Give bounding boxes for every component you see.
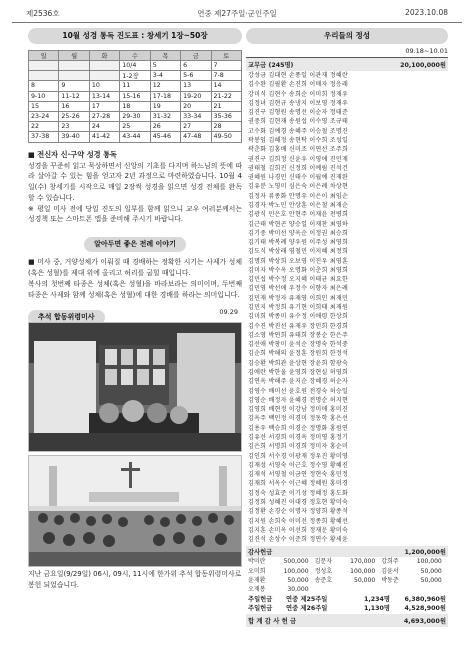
- calendar-cell: 1-2장: [120, 71, 150, 81]
- calendar-row: [29, 111, 242, 121]
- donor-name-row: 김기중 박미선 양옥순 이정권 최승희: [248, 229, 349, 237]
- gamsa-row: [248, 557, 448, 566]
- liturgy-sub-title: ■ 미사 중, 거양성체가 이뤄질 때 경배하는 정확한 시기는 사제가 성체(혹은 성혈)를 제대 위에 올리고 허리를 굽힐 때입니다.: [28, 258, 242, 278]
- donor-name-row: 김소영 박연희 유태희 장봉순 한은주: [248, 331, 349, 339]
- calendar-cell: 10: [89, 81, 119, 91]
- calendar-cell: 21-22: [211, 91, 241, 101]
- calendar-cell: 25: [120, 122, 150, 132]
- gamsa-amount: 170,000: [350, 558, 376, 566]
- calendar-cell: 23-24: [29, 111, 59, 121]
- day-sun: 일: [29, 51, 59, 61]
- donor-name-row: 김용우 백승희 이경순 정명화 홍원연: [248, 424, 349, 432]
- gamsa-amount: 100,000: [350, 567, 376, 575]
- day-wed: 수: [120, 51, 150, 61]
- sunday-offering-row: [248, 604, 448, 613]
- calendar-cell: [29, 71, 59, 81]
- calendar-cell: 11-12: [59, 91, 89, 101]
- gamsa-header-row: [246, 546, 448, 557]
- gamsa-entry: [381, 557, 448, 566]
- donor-name-row: 김광식 민은호 안현주 이재윤 천병희: [248, 211, 349, 219]
- donor-name-row: 김수진 박진선 유재우 장민희 한경희: [248, 322, 349, 330]
- calendar-cell: 17-18: [150, 91, 180, 101]
- calendar-cell: 41-42: [89, 132, 119, 142]
- gamsa-donor: 송준호: [314, 576, 333, 584]
- grand-total-label: 합 계 감 사 헌 금: [248, 617, 297, 626]
- gyomu-name-list: [246, 71, 448, 544]
- calendar-body: [29, 61, 242, 143]
- sunday-offering-cell: 연중 제25주일: [286, 595, 328, 603]
- gamsa-donor: 김윤서: [381, 567, 399, 575]
- issue-date: 2023.10.08: [405, 8, 448, 17]
- gamsa-row: [248, 567, 448, 576]
- donor-name-row: 김애란 박한울 윤영희 장현실 허영희: [248, 369, 349, 376]
- gamsa-amount: 50,000: [420, 576, 442, 584]
- gamsa-entry: [381, 576, 448, 585]
- calendar-cell: 13-14: [89, 91, 119, 101]
- calendar-cell: 11: [120, 81, 150, 91]
- donor-name-row: 김순희 박해의 윤정훈 장원희 한정석: [248, 350, 349, 358]
- memorial-title: 추석 합동위령미사: [28, 310, 105, 325]
- donor-name-row: 권진구 김희정 신윤우 이영애 진민재: [248, 155, 349, 163]
- calendar-cell: 10/4: [120, 61, 150, 71]
- calendar-cell: 19-20: [181, 91, 211, 101]
- donor-name-row: 김정녀 김현규 송냉지 이보영 정재우: [248, 99, 349, 107]
- calendar-cell: 5-6: [181, 71, 211, 81]
- donor-name-row: 고수화 김예경 송혜주 이승철 조명진: [248, 127, 349, 135]
- gamsa-donor: 오재봉: [248, 586, 266, 594]
- calendar-cell: 23: [59, 122, 89, 132]
- gamsa-entry: [248, 567, 315, 576]
- calendar-cell: 21: [211, 101, 241, 111]
- calendar-cell: 28: [211, 122, 241, 132]
- liturgy-body: 복사의 첫번째 타종은 성체(혹은 성혈)을 바라보라는 의미이며, 두번째 타종은 사제와 함께 성체(혹은 성혈)에 대한 경배를 하라는 의미입니다.: [28, 279, 242, 299]
- donor-name-row: 강미식 김현수 송희순 이미희 정재우: [248, 90, 349, 98]
- donor-name-row: 김재성 서영숙 이근호 정수영 황혜진: [248, 461, 349, 469]
- reading-calendar: [28, 50, 242, 143]
- sunday-offering-cell: 1,130명: [363, 604, 390, 612]
- calendar-cell: 22: [29, 122, 59, 132]
- gamsa-entry: [248, 585, 315, 594]
- sunday-offering-cell: 1,234명: [363, 595, 390, 603]
- calendar-cell: 26: [150, 122, 180, 132]
- gyomu-label: 교무금 (245명): [248, 62, 294, 69]
- calendar-cell: 8: [29, 81, 59, 91]
- calendar-row: [29, 122, 242, 132]
- gamsa-section: [246, 546, 448, 594]
- gamsa-entry: [381, 585, 448, 594]
- calendar-row: [29, 71, 242, 81]
- calendar-cell: 6: [181, 61, 211, 71]
- calendar-cell: 13: [181, 81, 211, 91]
- calendar-cell: 27: [181, 122, 211, 132]
- day-sat: 토: [211, 51, 241, 61]
- donor-name-row: 김민지 박정희 유기현 이희태 최재원: [248, 304, 349, 312]
- donor-name-row: 김인희 서수경 이광재 정우진 황미영: [248, 452, 349, 460]
- donor-name-row: 김민영 박선애 우정수 이향자 최은례: [248, 285, 349, 293]
- calendar-cell: 29-30: [120, 111, 150, 121]
- donor-name-row: 권중희 김현재 송원섭 이수영 조규태: [248, 118, 349, 126]
- gamsa-entry: [381, 567, 448, 576]
- calendar-cell: 19: [150, 101, 180, 111]
- gamsa-donor: 박미란: [248, 558, 266, 566]
- calendar-cell: [59, 61, 89, 71]
- gyomu-header-row: [246, 58, 448, 71]
- gamsa-entry: [315, 567, 382, 576]
- calendar-cell: 5: [150, 61, 180, 71]
- sunday-offering-cell: 주일헌금: [248, 595, 273, 603]
- donor-name-row: 김명희 박상희 오보영 이진우 최영훈: [248, 257, 349, 265]
- offering-title: 우리들의 정성: [246, 28, 448, 44]
- calendar-cell: 35-36: [211, 111, 241, 121]
- donor-name-row: 김수완 김필환 손진희 이매자 정응래: [248, 81, 349, 89]
- sunday-offering-row: [248, 595, 448, 604]
- left-column: [28, 28, 242, 591]
- donor-name-row: 권태철 김희진 신정희 이예림 진석건: [248, 164, 349, 172]
- sunday-offering-cell: 4,528,900원: [404, 604, 446, 612]
- congregation-photo-svg: [29, 456, 242, 567]
- calendar-cell: 9-10: [29, 91, 59, 101]
- donor-name-row: 김연옥 박해주 윤지순 장혜경 허순자: [248, 378, 349, 386]
- calendar-header-row: [29, 51, 242, 61]
- donor-name-row: 김영수 배미선 윤호원 전경숙 허승일: [248, 387, 349, 395]
- gamsa-entry: [315, 585, 382, 594]
- calendar-cell: 15: [29, 101, 59, 111]
- day-mon: 월: [59, 51, 89, 61]
- gyomu-section: [246, 57, 448, 544]
- calendar-cell: 16: [59, 101, 89, 111]
- gamsa-entry: [315, 576, 382, 585]
- header-divider: [12, 22, 462, 23]
- calendar-row: [29, 132, 242, 142]
- donor-name-row: 김기태 박복례 양우원 이주성 최영희: [248, 239, 349, 247]
- gamsa-entry: [248, 557, 315, 566]
- donor-name-row: 곽봉임 김혜정 송현탁 이수희 조성일: [248, 136, 349, 144]
- calendar-cell: 14: [211, 81, 241, 91]
- gamsa-entry: [248, 576, 315, 585]
- calendar-cell: 39-40: [59, 132, 89, 142]
- donor-name-row: 김미희 박종미 유수정 이애령 한상희: [248, 313, 349, 321]
- gamsa-amount: 50,000: [287, 576, 309, 584]
- bible-note: ※ 평일 미사 전에 당일 진도의 일부를 함께 읽으니 교우 여러분께서는 성경책 또는 스마트폰 앱을 준비해 주시기 바랍니다.: [28, 204, 242, 224]
- page-title: 연중 제27주일·군인주일: [197, 9, 277, 18]
- calendar-cell: 27-28: [89, 111, 119, 121]
- calendar-cell: [89, 61, 119, 71]
- donor-name-row: 김정숙 성효준 이기성 정혜정 홍도화: [248, 489, 349, 497]
- calendar-row: [29, 91, 242, 101]
- gamsa-donor: 윤재환: [248, 576, 266, 584]
- calendar-cell: 12: [150, 81, 180, 91]
- memorial-congregation-photo: [28, 455, 242, 567]
- calendar-cell: 15-16: [120, 91, 150, 101]
- gamsa-amount: 50,000: [420, 567, 442, 575]
- gamsa-row: [248, 576, 448, 585]
- day-thu: 목: [150, 51, 180, 61]
- gamsa-donor: 김문자: [314, 558, 333, 566]
- calendar-cell: 37-38: [29, 132, 59, 142]
- calendar-cell: [29, 61, 59, 71]
- gamsa-total: 1,200,000원: [404, 549, 446, 557]
- donor-name-row: 곽춘화 김홍배 신미조 이연선 조주희: [248, 146, 349, 154]
- donor-name-row: 강성금 김대현 손풍일 이관재 정혜란: [248, 72, 349, 79]
- right-column: [246, 28, 448, 627]
- calendar-cell: 33-34: [181, 111, 211, 121]
- memorial-altar-photo: [28, 322, 242, 452]
- gamsa-donor: 강희주: [381, 558, 399, 566]
- calendar-cell: 43-44: [120, 132, 150, 142]
- calendar-cell: [59, 71, 89, 81]
- grand-total-value: 4,693,000원: [403, 617, 446, 626]
- calendar-cell: 24: [89, 122, 119, 132]
- issue-number: 제2536호: [26, 9, 60, 18]
- bible-reading-title: 10월 성경 통독 진도표 : 창세기 1장~50장: [28, 28, 242, 44]
- sunday-offering-cell: 6,380,960원: [404, 595, 446, 603]
- gyomu-total: 20,100,000원: [400, 62, 446, 69]
- gamsa-row: [248, 585, 448, 594]
- gamsa-label: 감사헌금: [248, 549, 273, 557]
- donor-name-row: 김지훈 손미옥 이선희 정재운 황미숙: [248, 526, 349, 534]
- calendar-cell: 47-48: [181, 132, 211, 142]
- calendar-cell: 18: [120, 101, 150, 111]
- donor-name-row: 김영순 배정자 윤혜경 전명순 허지현: [248, 396, 349, 404]
- calendar-cell: [89, 71, 119, 81]
- donor-name-row: 김미자 박수옥 오명화 이춘희 최영희: [248, 266, 349, 274]
- donor-name-row: 김지원 손희숙 이미선 정종희 황혜선: [248, 517, 349, 525]
- memorial-caption: 지난 금요일(9/29일) 06시, 09시, 11시에 한가위 추석 합동위령미사로 봉헌 되었습니다.: [28, 570, 242, 590]
- calendar-cell: 3-4: [150, 71, 180, 81]
- donor-name-row: 김정자 류종화 안명우 이은이 최임순: [248, 192, 349, 200]
- sunday-offering-cell: 연중 제26주일: [286, 604, 328, 612]
- gamsa-donor: 정성호: [314, 567, 333, 575]
- donor-name-row: 김정희 성혜진 이대경 정호현 황미숙: [248, 498, 349, 506]
- calendar-cell: 45-46: [150, 132, 180, 142]
- donor-name-row: 김진구 김형원 송명선 이순자 정태준: [248, 109, 349, 117]
- gamsa-list: [246, 557, 448, 594]
- donor-name-row: 김유선 서경희 이경옥 정미영 홍정기: [248, 433, 349, 441]
- donor-name-row: 김근태 박현곤 양승일 이재찬 최영하: [248, 220, 349, 228]
- day-fri: 금: [181, 51, 211, 61]
- calendar-cell: 9: [59, 81, 89, 91]
- day-tue: 화: [89, 51, 119, 61]
- donor-name-row: 김은희 서명희 이경희 정미자 홍순미: [248, 443, 349, 451]
- gamsa-amount: 100,000: [283, 567, 309, 575]
- grand-total-row: [246, 614, 448, 627]
- donor-name-row: 김도식 박상래 염철민 이지혜 최정희: [248, 248, 349, 256]
- calendar-row: [29, 81, 242, 91]
- donor-name-row: 김재희 서옥수 이근혜 정혜원 홍미경: [248, 480, 349, 488]
- gamsa-donor: 오미희: [248, 567, 266, 575]
- calendar-row: [29, 61, 242, 71]
- bible-body: 성경을 꾸준히 읽고 묵상하면서 신앙의 기초를 다지며 하느님의 뜻에 따라 살아갈 수 있는 힘을 얻고자 2년 과정으로 마련하였습니다. 10월 4일(수) 창세기를 시작으로 매일 2장씩 성경을 읽으면 성경 전체를 완독할 수 있습니다.: [28, 161, 242, 202]
- gamsa-entry: [315, 557, 382, 566]
- donor-name-row: 김승환 박희관 윤상현 장윤희 함광숙: [248, 359, 349, 367]
- donor-name-row: 권혜원 나경민 신태수 이월예 진재완: [248, 174, 349, 182]
- altar-photo-svg: [29, 323, 242, 452]
- calendar-cell: 20: [181, 101, 211, 111]
- gamsa-amount: 500,000: [283, 558, 309, 566]
- donor-name-row: 김진석 손상수 이준희 정연수 황세윤: [248, 536, 349, 544]
- bible-sub-title: ■ 전신자 신·구약 성경 통독: [28, 149, 117, 159]
- calendar-cell: 25-26: [59, 111, 89, 121]
- gamsa-amount: 100,000: [416, 558, 442, 566]
- offering-period: 09.18~10.01: [405, 47, 448, 55]
- donor-name-row: 김재석 서영철 이금연 정현숙 홍민정: [248, 471, 349, 479]
- calendar-row: [29, 101, 242, 111]
- calendar-cell: 7-8: [211, 71, 241, 81]
- calendar-cell: 17: [89, 101, 119, 111]
- gamsa-amount: 30,000: [287, 586, 309, 594]
- donor-name-row: 김옥주 백민정 이경미 정동학 홍은선: [248, 415, 349, 423]
- sunday-offering-cell: 주일헌금: [248, 604, 273, 612]
- memorial-date: 09.29: [219, 308, 238, 317]
- bulletin-header: [12, 6, 462, 20]
- gamsa-donor: 박동준: [381, 576, 399, 584]
- donor-name-row: 김영희 배현정 이강남 정미애 홍미진: [248, 406, 349, 414]
- calendar-cell: 49-50: [211, 132, 241, 142]
- donor-name-row: 김경자 박노민 안상훈 이은철 최재순: [248, 201, 349, 209]
- sunday-offering-totals: [246, 595, 448, 614]
- donor-name-row: 김정환 손경순 이명자 정양희 황종석: [248, 508, 349, 516]
- donor-name-row: 김유분 노영미 심은숙 이은례 차상현: [248, 183, 349, 191]
- gamsa-amount: 50,000: [354, 576, 376, 584]
- liturgy-title: 알아두면 좋은 전례 이야기: [84, 237, 186, 252]
- donor-name-row: 김선애 박창미 윤석순 장명숙 한석중: [248, 341, 349, 349]
- donor-name-row: 김민섭 박수정 오지혜 이태균 최요한: [248, 276, 349, 284]
- donor-name-row: 김민재 박정자 유재영 이희민 최재민: [248, 294, 349, 302]
- calendar-cell: 7: [211, 61, 241, 71]
- calendar-cell: 31-32: [150, 111, 180, 121]
